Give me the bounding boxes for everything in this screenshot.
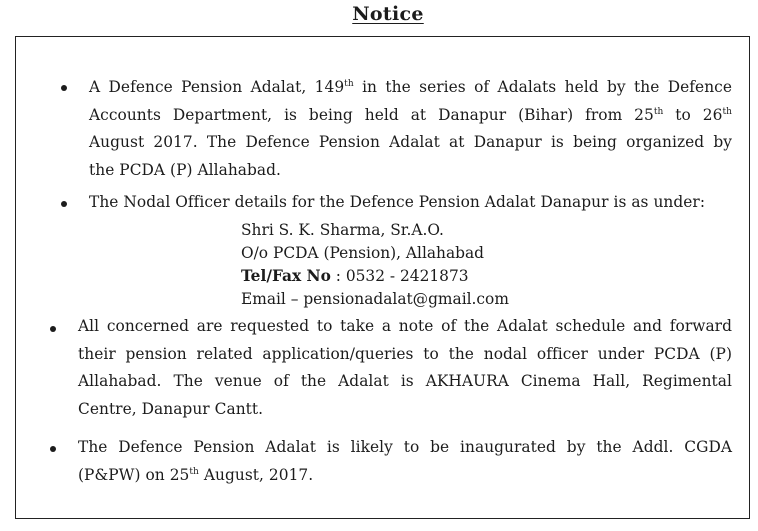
paragraph-request [78,313,732,423]
paragraph-line: (P&PW) on 25th August, 2017. [78,465,314,484]
paragraph-line: Allahabad. The venue of the Adalat is AKHAURA Cinema Hall, Regimental [78,372,732,390]
nodal-officer-name: Shri S. K. Sharma, Sr.A.O. [241,221,444,239]
paragraph-line: their pension related application/queries to the nodal officer under PCDA (P) [78,344,732,363]
nodal-officer-email: Email – pensionadalat@gmail.com [241,290,509,308]
paragraph-line: All concerned are requested to take a note of the Adalat schedule and forward [78,317,732,335]
nodal-officer-office: O/o PCDA (Pension), Allahabad [241,244,485,262]
paragraph-line: the PCDA (P) Allahabad. [89,160,281,179]
paragraph-line: Accounts Department, is being held at Danapur (Bihar) from 25th to 26th [89,105,732,124]
nodal-officer-details [241,219,509,311]
phone-value: : 0532 - 2421873 [330,267,469,285]
phone-label: Tel/Fax No [241,267,331,285]
paragraph-inauguration [78,434,732,489]
bullet-dot-4 [50,446,56,452]
bullet-dot-1 [61,85,67,91]
bullet-dot-2 [61,201,67,207]
notice-title: Notice [352,3,424,25]
paragraph-nodal-intro [89,189,732,217]
paragraph-line: Centre, Danapur Cantt. [78,399,264,418]
paragraph-adalat-announcement [89,74,732,184]
nodal-officer-phone [241,265,509,288]
paragraph-line: August 2017. The Defence Pension Adalat at Danapur is being organized by [89,133,732,151]
paragraph-line: The Nodal Officer details for the Defence Pension Adalat Danapur is as under: [89,193,706,211]
paragraph-line: The Defence Pension Adalat is likely to be inaugurated by the Addl. CGDA [78,438,732,456]
paragraph-line: A Defence Pension Adalat, 149th in the series of Adalats held by the Defence [89,78,732,96]
bullet-dot-3 [50,326,56,332]
